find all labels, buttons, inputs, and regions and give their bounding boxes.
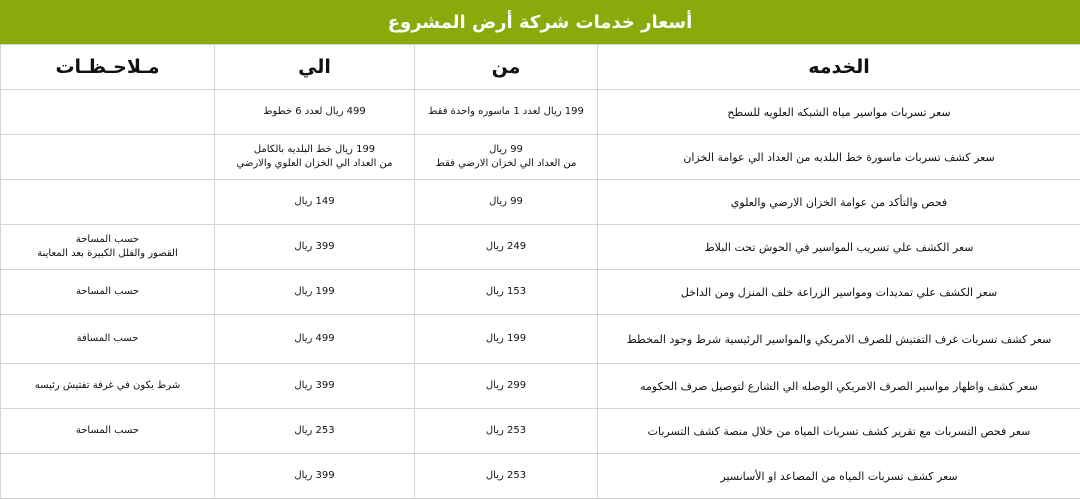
price-to-cell: 399 ريال — [215, 454, 415, 499]
table-row — [1, 135, 1080, 180]
price-from-cell: 199 ريال لعدد 1 ماسوره واحدة فقط — [415, 90, 598, 135]
table-row — [1, 270, 1080, 315]
service-cell: سعر فحص التسربات مع تقرير كشف تسربات المياه من خلال منصة كشف التسربات — [598, 409, 1080, 454]
table-row — [1, 90, 1080, 135]
notes-cell: حسب المسافة — [1, 315, 215, 364]
column-header-from: من — [415, 45, 598, 90]
notes-cell — [1, 135, 215, 180]
service-cell: سعر الكشف علي تسريب المواسير في الحوش تحت البلاط — [598, 225, 1080, 270]
prices-table — [0, 44, 1080, 499]
notes-cell — [1, 90, 215, 135]
table-row — [1, 225, 1080, 270]
service-cell: سعر كشف تسربات المياه من المصاعد او الأسانسير — [598, 454, 1080, 499]
notes-cell: حسب المساحة القصور والفلل الكبيرة بعد المعاينة — [1, 225, 215, 270]
column-header-to: الي — [215, 45, 415, 90]
table-row — [1, 454, 1080, 499]
service-cell: سعر الكشف علي تمديدات ومواسير الزراعة خلف المنزل ومن الداخل — [598, 270, 1080, 315]
service-cell: سعر كشف تسربات غرف التفتيش للصرف الامريكي والمواسير الرئيسية شرط وجود المخطط — [598, 315, 1080, 364]
price-from-cell: 99 ريال — [415, 180, 598, 225]
price-to-cell: 199 ريال — [215, 270, 415, 315]
notes-cell — [1, 454, 215, 499]
page-title: أسعار خدمات شركة أرض المشروع — [0, 0, 1080, 44]
table-row — [1, 409, 1080, 454]
notes-cell: شرط يكون في غرفة تفتيش رئيسه — [1, 364, 215, 409]
price-from-cell: 249 ريال — [415, 225, 598, 270]
price-to-cell: 499 ريال لعدد 6 خطوط — [215, 90, 415, 135]
service-cell: فحص والتأكد من عوامة الخزان الارضي والعلوي — [598, 180, 1080, 225]
price-from-cell: 299 ريال — [415, 364, 598, 409]
table-row — [1, 315, 1080, 364]
table-row — [1, 364, 1080, 409]
service-cell: سعر كشف واظهار مواسير الصرف الامريكي الوصله الي الشارع لتوصيل صرف الحكومه — [598, 364, 1080, 409]
price-from-cell: 99 ريال من العداد الي لخزان الارضي فقط — [415, 135, 598, 180]
price-to-cell: 199 ريال خط البلديه بالكامل من العداد الي الخزان العلوي والارضي — [215, 135, 415, 180]
service-cell: سعر تسربات مواسير مياه الشبكه العلويه للسطح — [598, 90, 1080, 135]
column-header-service: الخدمه — [598, 45, 1080, 90]
price-from-cell: 253 ريال — [415, 454, 598, 499]
table-header-row — [1, 45, 1080, 90]
notes-cell — [1, 180, 215, 225]
notes-cell: حسب المساحة — [1, 270, 215, 315]
price-to-cell: 149 ريال — [215, 180, 415, 225]
price-to-cell: 399 ريال — [215, 225, 415, 270]
price-to-cell: 499 ريال — [215, 315, 415, 364]
price-from-cell: 153 ريال — [415, 270, 598, 315]
table-row — [1, 180, 1080, 225]
column-header-notes: مـلاحـظـات — [1, 45, 215, 90]
notes-cell: حسب المساحة — [1, 409, 215, 454]
price-from-cell: 253 ريال — [415, 409, 598, 454]
price-to-cell: 399 ريال — [215, 364, 415, 409]
price-from-cell: 199 ريال — [415, 315, 598, 364]
price-to-cell: 253 ريال — [215, 409, 415, 454]
service-cell: سعر كشف تسربات ماسورة خط البلديه من العداد الي عوامة الخزان — [598, 135, 1080, 180]
